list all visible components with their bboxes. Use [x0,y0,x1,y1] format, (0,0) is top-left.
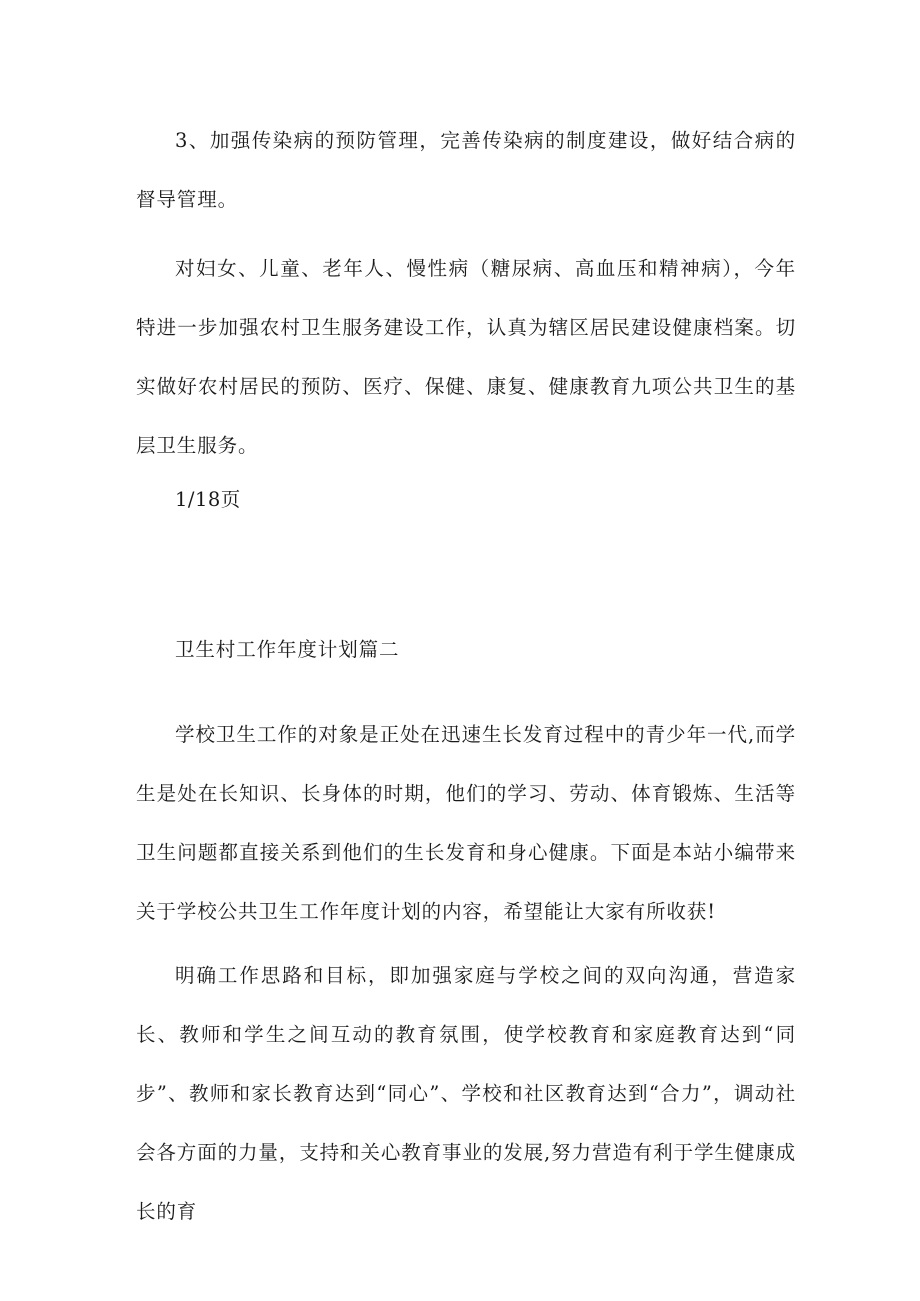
paragraph-work-goals: 明确工作思路和目标，即加强家庭与学校之间的双向沟通，营造家长、教师和学生之间互动的教育氛围，使学校教育和家庭教育达到“同步”、教师和家长教育达到“同心”、学校和社区教育达到“合力”，调动社会各方面的力量，支持和关心教育事业的发展,努力营造有利于学生健康成长的育 [136,964,796,1223]
page-number: 1/18页 [175,488,241,511]
section-heading: 卫生村工作年度计划篇二 [175,638,400,661]
paragraph-infectious-disease: 3、加强传染病的预防管理，完善传染病的制度建设，做好结合病的督导管理。 [136,129,796,211]
paragraph-rural-health-services: 对妇女、儿童、老年人、慢性病（糖尿病、高血压和精神病），今年特进一步加强农村卫生服务建设工作，认真为辖区居民建设健康档案。切实做好农村居民的预防、医疗、保健、康复、健康教育九项公共卫生的基层卫生服务。 [136,257,796,457]
paragraph-school-health-intro: 学校卫生工作的对象是正处在迅速生长发育过程中的青少年一代,而学生是处在长知识、长身体的时期，他们的学习、劳动、体育锻炼、生活等卫生问题都直接关系到他们的生长发育和身心健康。下面是本站小编带来关于学校公共卫生工作年度计划的内容，希望能让大家有所收获! [136,723,796,923]
